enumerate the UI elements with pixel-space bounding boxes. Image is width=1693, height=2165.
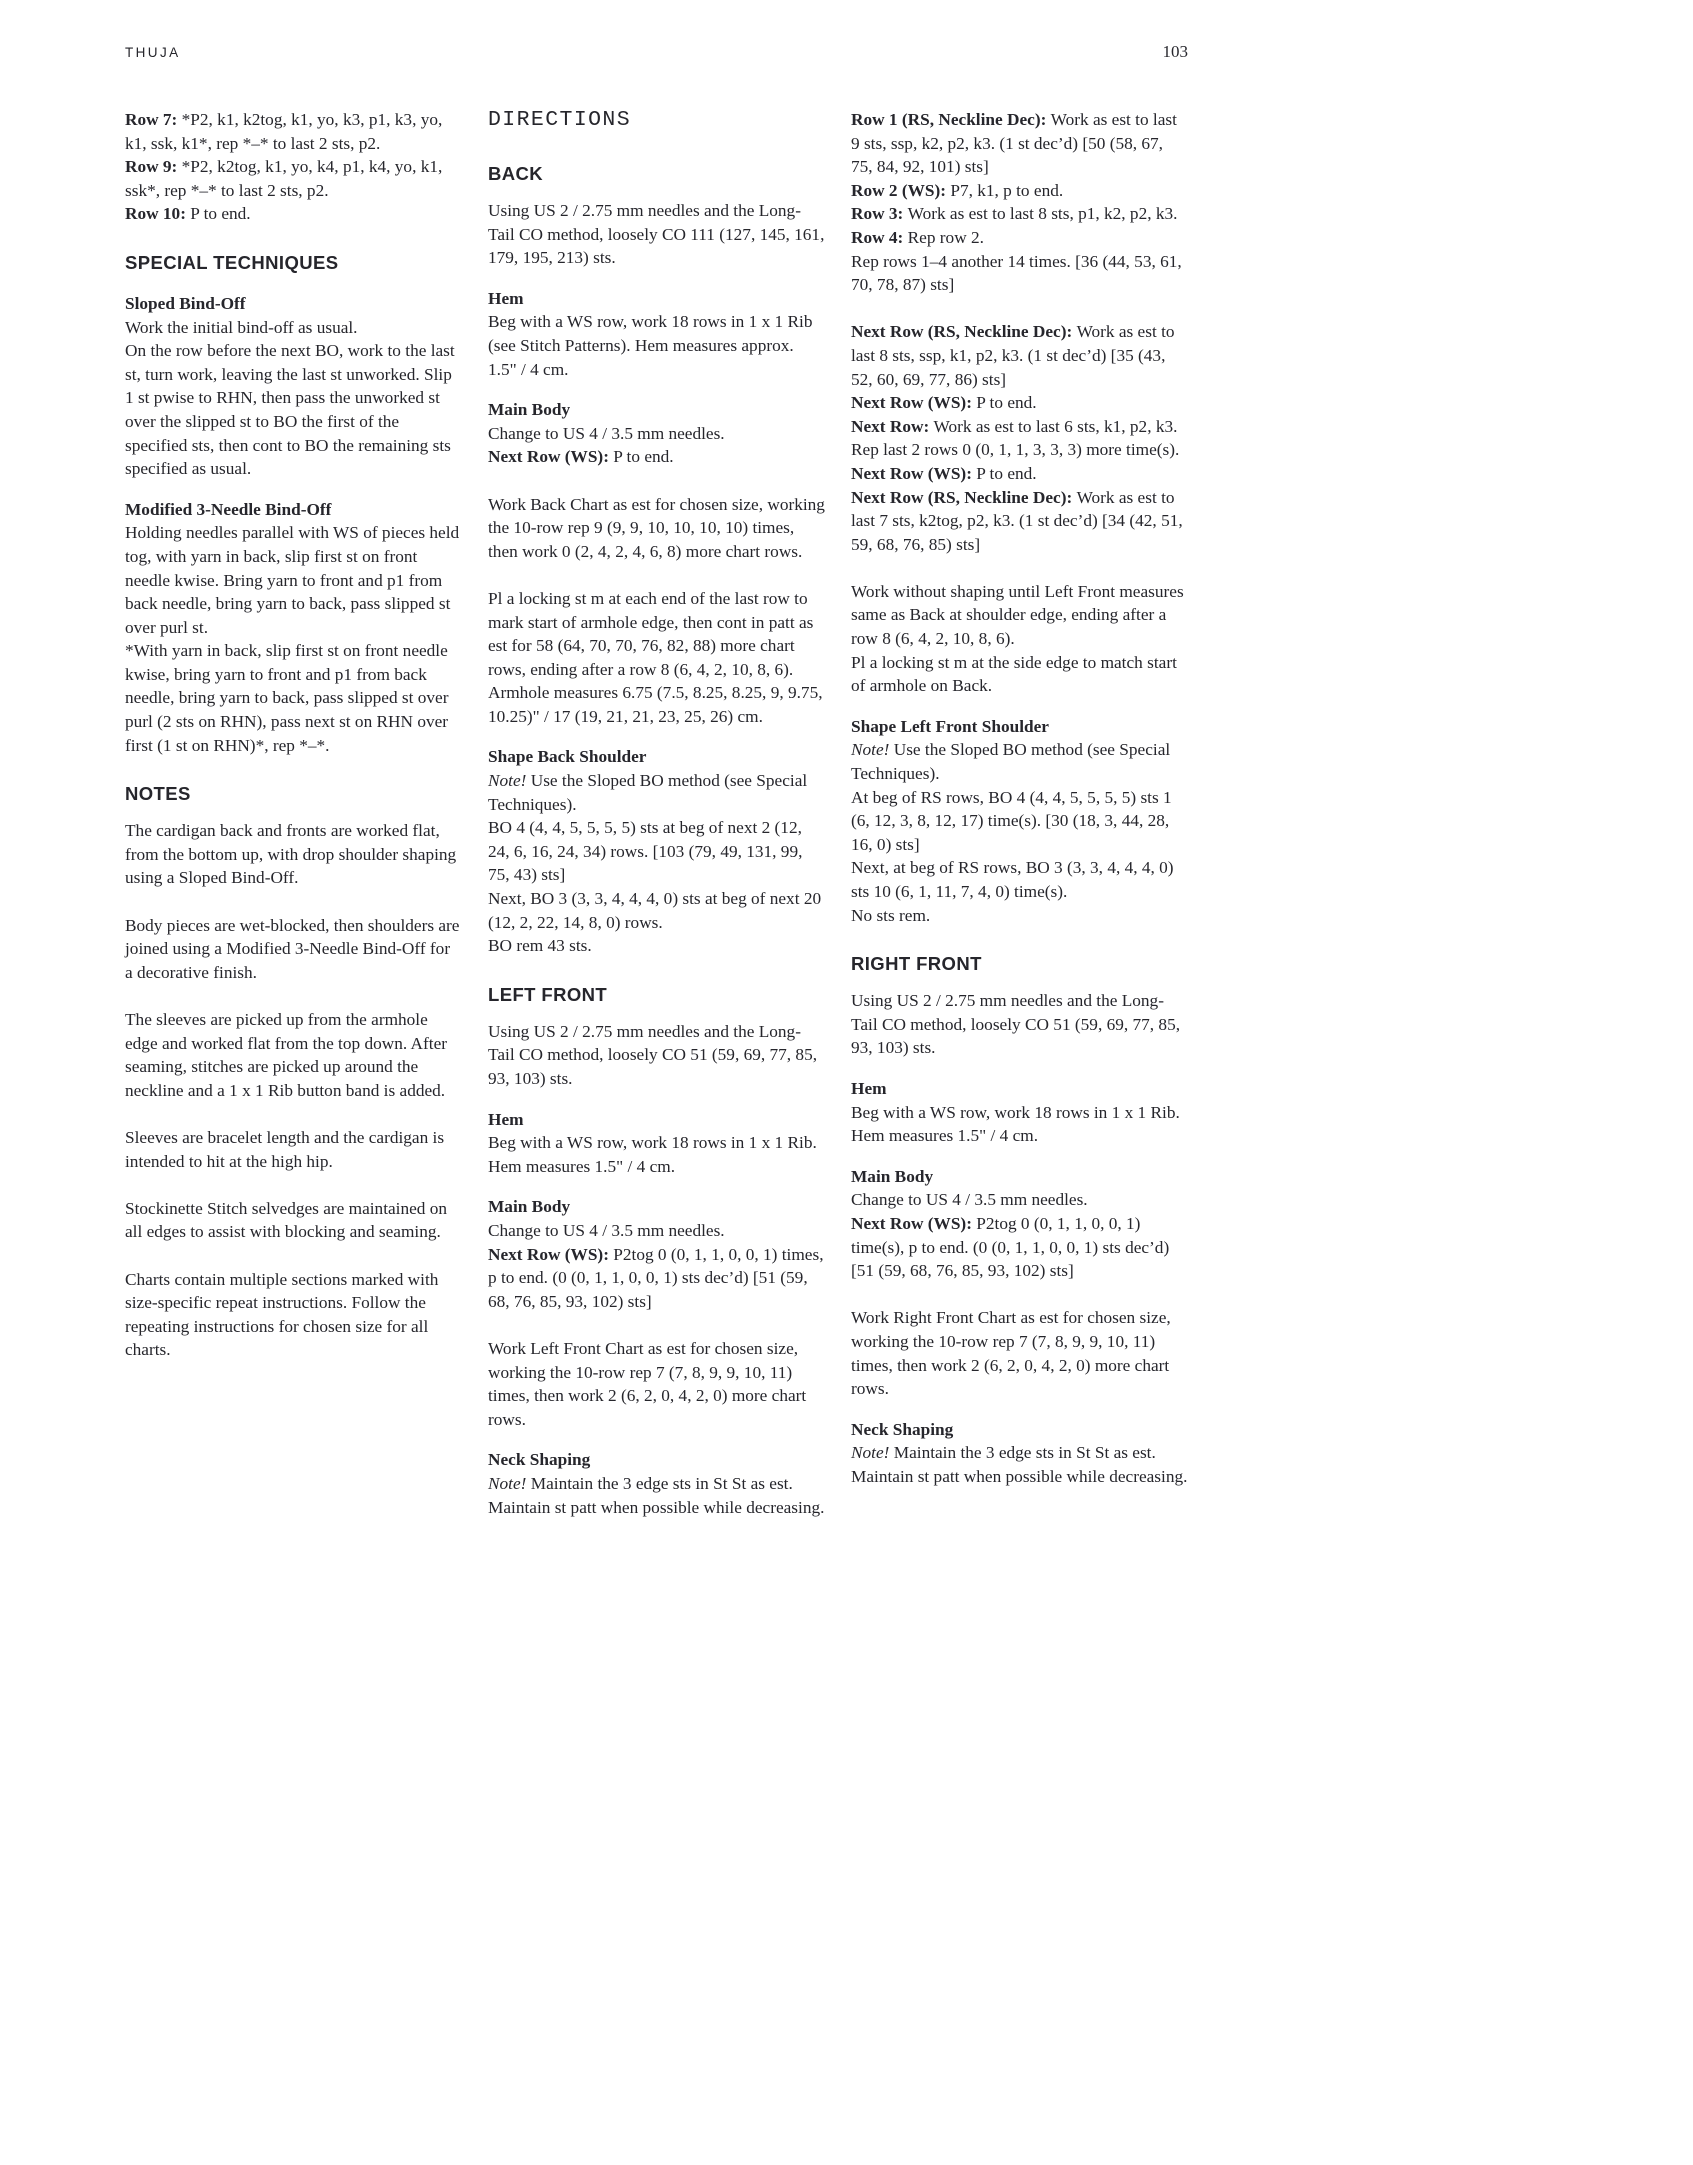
para — [125, 1126, 462, 1173]
sub-heading: Modified 3-Needle Bind-Off — [125, 499, 332, 519]
text-run: On the row before the next BO, work to the last st, turn work, leaving the last st unworked. Slip 1 st pwise to RHN, then pass the unworked st over the slipped st to BO the first of the specified sts, then cont to BO the remaining sts specified as usual. — [125, 341, 455, 479]
para — [851, 651, 1188, 698]
sub-heading: Main Body — [488, 400, 571, 420]
para — [125, 316, 462, 340]
para — [125, 1008, 462, 1102]
section-heading: LEFT FRONT — [488, 983, 608, 1005]
running-header: THUJA — [125, 45, 181, 60]
text-run: Sleeves are bracelet length and the cardigan is intended to hit at the high hip. — [125, 1127, 445, 1171]
text-run: Use the Sloped BO method (see Special Techniques). — [851, 740, 1171, 784]
text-run: Work without shaping until Left Front measures same as Back at shoulder edge, ending after a row 8 (6, 4, 2, 10, 8, 6). — [851, 581, 1184, 649]
para — [488, 1472, 825, 1519]
text-run: Body pieces are wet-blocked, then shoulders are joined using a Modified 3-Needle Bind-Off for a decorative finish. — [125, 915, 460, 982]
text-column-2 — [488, 108, 825, 1519]
para — [125, 1268, 462, 1362]
para — [488, 1131, 825, 1178]
text-run: Rep last 2 rows 0 (0, 1, 1, 3, 3, 3) more time(s). — [851, 440, 1180, 460]
text-run: Next Row (RS, Neckline Dec): — [851, 487, 1077, 507]
text-run: Note! — [851, 740, 890, 760]
text-run: Next Row: — [851, 416, 934, 436]
para — [488, 422, 825, 446]
text-column-3 — [851, 108, 1188, 1519]
para — [851, 226, 1188, 250]
text-run: P to end. — [976, 393, 1037, 413]
para — [851, 1441, 1188, 1488]
text-run: Holding needles parallel with WS of pieces held tog, with yarn in back, slip first st on front needle kwise. Bring yarn to front and p1 from back needle, bring yarn to back, pass slipped st over purl st. — [125, 523, 460, 637]
text-run: Next Row (WS): — [488, 1244, 614, 1264]
para — [851, 1101, 1188, 1148]
section-heading: BACK — [488, 163, 544, 184]
sub-heading: Neck Shaping — [851, 1419, 954, 1439]
para — [851, 415, 1188, 439]
para — [851, 580, 1188, 651]
text-run: Change to US 4 / 3.5 mm needles. — [488, 1220, 725, 1240]
text-run: Note! — [488, 1473, 527, 1493]
text-run: P to end. — [613, 447, 674, 467]
text-run: Note! — [851, 1443, 890, 1463]
text-run: Next Row (RS, Neckline Dec): — [851, 322, 1077, 342]
sub-heading: Hem — [488, 1109, 524, 1129]
para — [851, 391, 1188, 415]
para — [851, 1306, 1188, 1400]
text-run: BO rem 43 sts. — [488, 936, 592, 956]
text-run: Next Row (WS): — [851, 1213, 977, 1233]
para — [851, 179, 1188, 203]
text-run: Pl a locking st m at the side edge to match start of armhole on Back. — [851, 652, 1177, 696]
text-run: P7, k1, p to end. — [950, 180, 1064, 200]
para — [488, 310, 825, 381]
para — [488, 1337, 825, 1431]
text-run: Stockinette Stitch selvedges are maintained on all edges to assist with blocking and seaming. — [125, 1198, 448, 1242]
text-run: The cardigan back and fronts are worked flat, from the bottom up, with drop shoulder shaping using a Sloped Bind-Off. — [125, 821, 457, 888]
text-run: Next, at beg of RS rows, BO 3 (3, 3, 4, 4, 4, 0) sts 10 (6, 1, 11, 7, 4, 0) time(s). — [851, 858, 1174, 901]
text-run: Note! — [488, 771, 527, 791]
para — [851, 786, 1188, 857]
text-columns — [125, 108, 1188, 1519]
sub-heading: Neck Shaping — [488, 1450, 591, 1470]
text-run: Work as est to last 9 sts, ssp, k2, p2, k3. (1 st dec’d) [50 (58, 67, 75, 84, 92, 101) sts] — [851, 110, 1177, 177]
para — [851, 989, 1188, 1060]
para — [851, 462, 1188, 486]
para — [125, 155, 462, 202]
para — [851, 202, 1188, 226]
text-run: Work Left Front Chart as est for chosen size, working the 10-row rep 7 (7, 8, 9, 9, 10, 11) times, then work 2 (6, 2, 0, 4, 2, 0) more chart rows. — [488, 1338, 807, 1429]
text-run: Row 7: — [125, 110, 182, 129]
para — [125, 108, 462, 155]
text-run: The sleeves are picked up from the armhole edge and worked flat from the top down. After seaming, stitches are picked up around the neckline and a 1 x 1 Rib button band is added. — [125, 1010, 448, 1100]
text-run: Next Row (WS): — [488, 447, 614, 467]
para — [851, 856, 1188, 903]
text-run: Work as est to last 7 sts, k2tog, p2, k3. (1 st dec’d) [34 (42, 51, 59, 68, 76, 85) sts] — [851, 487, 1183, 554]
text-run: Maintain the 3 edge sts in St St as est. Maintain st patt when possible while decreasing. — [488, 1473, 825, 1517]
text-run: Rep row 2. — [907, 227, 984, 247]
text-run: Work the initial bind-off as usual. — [125, 317, 358, 337]
para — [125, 819, 462, 890]
page-header — [125, 0, 1188, 62]
text-run: Work as est to last 8 sts, ssp, k1, p2, k3. (1 st dec’d) [35 (43, 52, 60, 69, 77, 86) sts] — [851, 322, 1175, 389]
sub-heading: Sloped Bind-Off — [125, 293, 246, 313]
text-run: *P2, k2tog, k1, yo, k4, p1, k4, yo, k1, ssk*, rep *–* to last 2 sts, p2. — [125, 157, 443, 200]
text-run: Work Back Chart as est for chosen size, working the 10-row rep 9 (9, 9, 10, 10, 10, 10) times, then work 0 (2, 4, 2, 4, 6, 8) more chart rows. — [488, 494, 825, 561]
text-run: P2tog 0 (0, 1, 1, 0, 0, 1) time(s), p to end. (0 (0, 1, 1, 0, 0, 1) sts dec’d) [51 (59, 68, 76, 85, 93, 102) sts] — [851, 1213, 1170, 1281]
para — [851, 1212, 1188, 1283]
para — [488, 199, 825, 270]
sub-heading: Main Body — [488, 1197, 571, 1217]
text-run: No sts rem. — [851, 905, 931, 925]
document-page — [125, 0, 1188, 1519]
para — [851, 738, 1188, 785]
para — [488, 887, 825, 934]
text-run: Row 1 (RS, Neckline Dec): — [851, 110, 1051, 129]
text-run: Row 3: — [851, 204, 908, 224]
para — [488, 445, 825, 469]
para — [488, 1243, 825, 1314]
text-run: Maintain the 3 edge sts in St St as est. Maintain st patt when possible while decreasing. — [851, 1443, 1188, 1486]
text-run: Row 10: — [125, 204, 191, 224]
para — [488, 587, 825, 729]
text-run: Use the Sloped BO method (see Special Techniques). — [488, 771, 808, 814]
text-run: Row 4: — [851, 227, 908, 247]
para — [488, 1020, 825, 1091]
section-heading: RIGHT FRONT — [851, 953, 982, 975]
text-run: Row 9: — [125, 157, 182, 177]
sub-heading: Shape Back Shoulder — [488, 747, 647, 767]
text-run: BO 4 (4, 4, 5, 5, 5, 5) sts at beg of next 2 (12, 24, 6, 16, 24, 34) rows. [103 (79, 49, 131, 99, 75, 43) sts] — [488, 818, 803, 885]
text-run: Next, BO 3 (3, 3, 4, 4, 4, 0) sts at beg of next 20 (12, 2, 22, 14, 8, 0) rows. — [488, 889, 822, 932]
para — [488, 1219, 825, 1243]
para — [125, 914, 462, 985]
sub-heading: Hem — [488, 288, 524, 308]
text-run: Change to US 4 / 3.5 mm needles. — [851, 1190, 1088, 1210]
para — [851, 438, 1188, 462]
para — [851, 320, 1188, 391]
para — [488, 493, 825, 564]
text-run: Beg with a WS row, work 18 rows in 1 x 1 Rib (see Stitch Patterns). Hem measures approx. 1.5" / 4 cm. — [488, 312, 813, 379]
para — [488, 816, 825, 887]
para — [488, 769, 825, 816]
text-run: P to end. — [190, 204, 251, 224]
text-run: Next Row (WS): — [851, 463, 977, 483]
para — [125, 339, 462, 481]
text-run: Beg with a WS row, work 18 rows in 1 x 1 Rib. Hem measures 1.5" / 4 cm. — [488, 1133, 817, 1176]
text-run: P2tog 0 (0, 1, 1, 0, 0, 1) times, p to end. (0 (0, 1, 1, 0, 0, 1) sts dec’d) [51 (59, 68, 76, 85, 93, 102) sts] — [488, 1244, 824, 1311]
text-run: Beg with a WS row, work 18 rows in 1 x 1 Rib. Hem measures 1.5" / 4 cm. — [851, 1102, 1180, 1146]
para — [851, 1188, 1188, 1212]
text-run: *P2, k1, k2tog, k1, yo, k3, p1, k3, yo, k1, ssk, k1*, rep *–* to last 2 sts, p2. — [125, 110, 443, 153]
text-run: P to end. — [976, 463, 1037, 483]
sub-heading: Hem — [851, 1078, 887, 1098]
text-run: Using US 2 / 2.75 mm needles and the Long-Tail CO method, loosely CO 51 (59, 69, 77, 85, 93, 103) sts. — [488, 1021, 818, 1088]
para — [488, 934, 825, 958]
para — [851, 486, 1188, 557]
para — [125, 1197, 462, 1244]
para — [851, 250, 1188, 297]
para — [125, 521, 462, 639]
text-run: Work as est to last 8 sts, p1, k2, p2, k3. — [907, 204, 1178, 224]
text-run: Rep rows 1–4 another 14 times. [36 (44, 53, 61, 70, 78, 87) sts] — [851, 251, 1182, 295]
para — [851, 108, 1188, 179]
text-column-1 — [125, 108, 462, 1519]
text-run: Change to US 4 / 3.5 mm needles. — [488, 423, 725, 443]
para — [851, 904, 1188, 928]
text-run: Charts contain multiple sections marked with size-specific repeat instructions. Follow the repeating instructions for chosen size for all charts. — [125, 1269, 439, 1360]
section-heading: SPECIAL TECHNIQUES — [125, 251, 339, 273]
para — [125, 202, 462, 226]
text-run: Work Right Front Chart as est for chosen size, working the 10-row rep 7 (7, 8, 9, 9, 10, 11) times, then work 2 (6, 2, 0, 4, 2, 0) more chart rows. — [851, 1308, 1171, 1399]
sub-heading: Main Body — [851, 1166, 934, 1186]
para — [125, 639, 462, 757]
text-run: Using US 2 / 2.75 mm needles and the Long-Tail CO method, loosely CO 111 (127, 145, 161, 179, 195, 213) sts. — [488, 201, 825, 268]
text-run: Pl a locking st m at each end of the last row to mark start of armhole edge, then cont in patt as est for 58 (64, 70, 70, 76, 82, 88) more chart rows, ending after a row 8 (6, 4, 2, 10, 8, 6). Armhole measures 6.75 (7.5, 8.25, 8.25, 9, 9.75, 10.25)" / 17 (19, 21, 21, 23, 25, 26) cm. — [488, 588, 823, 726]
section-heading: NOTES — [125, 783, 191, 805]
text-run: Using US 2 / 2.75 mm needles and the Long-Tail CO method, loosely CO 51 (59, 69, 77, 85, 93, 103) sts. — [851, 991, 1181, 1058]
display-heading: DIRECTIONS — [488, 108, 632, 132]
text-run: Row 2 (WS): — [851, 180, 951, 200]
text-run: At beg of RS rows, BO 4 (4, 4, 5, 5, 5, 5) sts 1 (6, 12, 3, 8, 12, 17) time(s). [30 (18, 3, 44, 28, 16, 0) sts] — [851, 787, 1172, 854]
sub-heading: Shape Left Front Shoulder — [851, 716, 1049, 736]
page-number: 103 — [1162, 42, 1188, 61]
text-run: Work as est to last 6 sts, k1, p2, k3. — [933, 416, 1178, 436]
text-run: *With yarn in back, slip first st on front needle kwise, bring yarn to front and p1 from back needle, bring yarn to back, pass slipped st over purl (2 sts on RHN), pass next st on RHN over first (1 st on RHN)*, rep *–*. — [125, 641, 449, 755]
text-run: Next Row (WS): — [851, 393, 977, 413]
